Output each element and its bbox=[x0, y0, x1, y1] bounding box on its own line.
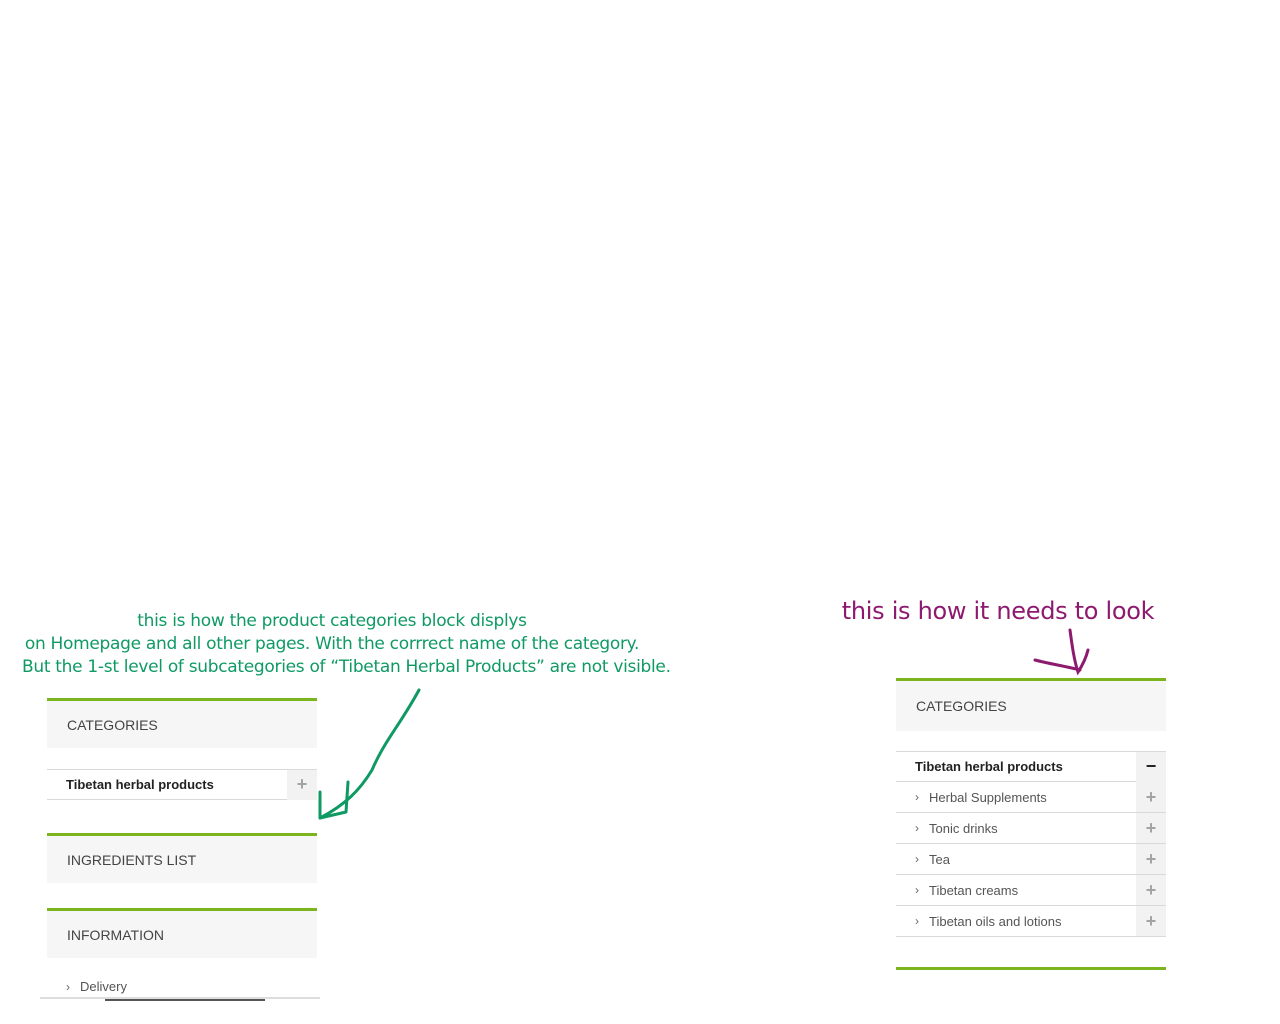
plus-icon[interactable]: + bbox=[1136, 813, 1166, 843]
screenshot-cut-edge-dark bbox=[105, 999, 265, 1001]
chevron-right-icon: › bbox=[66, 979, 70, 994]
information-title: INFORMATION bbox=[47, 908, 317, 958]
left-ingredients-block bbox=[47, 833, 317, 883]
subcategory-row[interactable] bbox=[896, 813, 1166, 844]
left-categories-title: CATEGORIES bbox=[47, 698, 317, 748]
annotation-line-3: But the 1-st level of subcategories of “Tibetan Herbal Products” are not visible. bbox=[22, 657, 671, 677]
chevron-right-icon: › bbox=[915, 790, 919, 804]
plus-icon[interactable]: + bbox=[1136, 906, 1166, 936]
info-item-delivery[interactable] bbox=[66, 979, 127, 994]
right-categories-block bbox=[896, 678, 1166, 937]
chevron-right-icon: › bbox=[915, 821, 919, 835]
annotation-expected-behavior: this is how it needs to look bbox=[841, 597, 1155, 625]
plus-icon[interactable]: + bbox=[287, 770, 317, 800]
subcategory-label[interactable]: Tea bbox=[929, 851, 950, 867]
subcategory-label[interactable]: Tibetan creams bbox=[929, 882, 1019, 898]
ingredients-title: INGREDIENTS LIST bbox=[47, 833, 317, 883]
chevron-right-icon: › bbox=[915, 852, 919, 866]
subcategory-label[interactable]: Tibetan oils and lotions bbox=[929, 913, 1062, 929]
annotation-line-1: this is how the product categories block displys bbox=[137, 611, 527, 631]
right-bottom-divider bbox=[896, 967, 1166, 970]
subcategory-label[interactable]: Herbal Supplements bbox=[929, 789, 1047, 805]
info-item-label[interactable]: Delivery bbox=[80, 979, 127, 994]
chevron-right-icon: › bbox=[915, 883, 919, 897]
left-category-label[interactable]: Tibetan herbal products bbox=[66, 777, 214, 792]
right-categories-title: CATEGORIES bbox=[896, 678, 1166, 731]
plus-icon[interactable]: + bbox=[1136, 844, 1166, 874]
subcategory-label[interactable]: Tonic drinks bbox=[929, 820, 998, 836]
plus-icon[interactable]: + bbox=[1136, 782, 1166, 812]
plus-icon[interactable]: + bbox=[1136, 875, 1166, 905]
subcategory-row[interactable] bbox=[896, 782, 1166, 813]
left-information-block bbox=[47, 908, 317, 958]
subcategory-row[interactable] bbox=[896, 906, 1166, 937]
right-category-label[interactable]: Tibetan herbal products bbox=[915, 759, 1063, 774]
left-category-row[interactable] bbox=[47, 769, 317, 800]
annotation-line-2: on Homepage and all other pages. With the corrrect name of the category. bbox=[24, 634, 640, 654]
chevron-right-icon: › bbox=[915, 914, 919, 928]
left-categories-block bbox=[47, 698, 317, 800]
subcategory-row[interactable] bbox=[896, 844, 1166, 875]
right-category-row[interactable] bbox=[896, 751, 1166, 782]
minus-icon[interactable]: − bbox=[1136, 752, 1166, 782]
subcategory-row[interactable] bbox=[896, 875, 1166, 906]
